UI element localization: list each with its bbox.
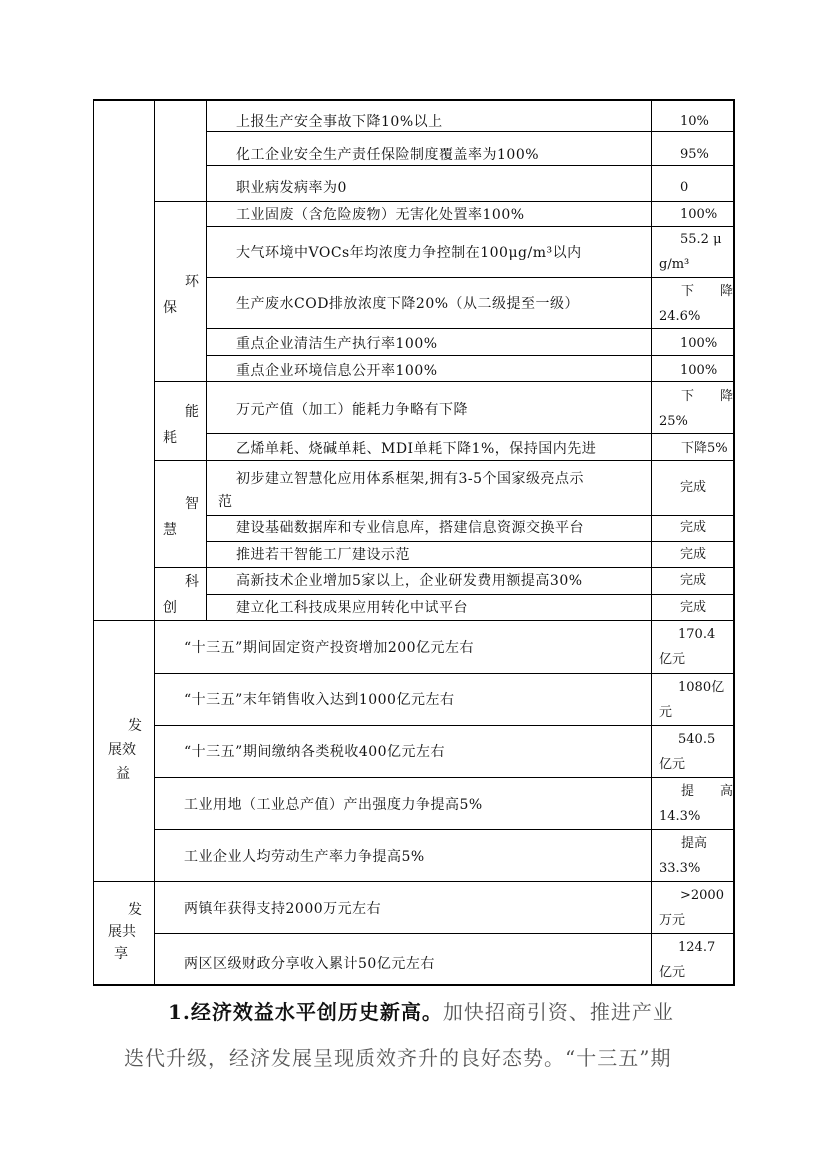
- row-line: [154, 201, 734, 202]
- category-char: 环: [185, 274, 199, 290]
- category-char: 科: [185, 574, 199, 590]
- table-border-right: [733, 99, 735, 986]
- category-char: 创: [163, 600, 177, 616]
- row-line: [206, 515, 734, 516]
- category-char: 能: [185, 404, 199, 420]
- category-fazhan-xiaoyi: [104, 716, 152, 784]
- result-value-cont: 33.3%: [659, 861, 701, 876]
- row-line: [154, 673, 734, 674]
- row-line: [206, 328, 734, 329]
- row-line: [154, 381, 734, 382]
- indicator-text: 工业企业人均劳动生产率力争提高5%: [184, 849, 425, 865]
- result-value: 完成: [680, 480, 707, 495]
- result-value: 完成: [680, 600, 707, 615]
- indicator-text: “十三五”末年销售收入达到1000亿元左右: [184, 692, 455, 708]
- result-value-cont: 14.3%: [659, 809, 701, 824]
- result-value: 124.7: [678, 940, 716, 955]
- table-col-line-1: [154, 99, 155, 986]
- result-value: 100%: [680, 207, 718, 222]
- row-line: [154, 829, 734, 830]
- category-char: 展效: [108, 742, 136, 758]
- row-line: [154, 567, 734, 568]
- indicator-text: “十三五”期间缴纳各类税收400亿元左右: [184, 744, 446, 760]
- row-line: [154, 933, 734, 934]
- paragraph-heading: 1.经济效益水平创历史新高。: [168, 1000, 443, 1024]
- indicator-text: 万元产值（加工）能耗力争略有下降: [236, 402, 468, 418]
- result-value: 下降5%: [681, 441, 728, 456]
- result-value-cont: 亿元: [659, 652, 686, 667]
- table-col-line-3: [651, 99, 652, 986]
- category-char: 益: [116, 766, 130, 782]
- indicator-text: 高新技术企业增加5家以上，企业研发费用额提高30%: [236, 573, 583, 589]
- row-line: [154, 777, 734, 778]
- result-value: 完成: [680, 520, 707, 535]
- indicator-text: 工业固废（含危险废物）无害化处置率100%: [236, 207, 525, 223]
- result-value-cont: g/m³: [659, 257, 690, 272]
- indicator-text: 工业用地（工业总产值）产出强度力争提高5%: [184, 797, 483, 813]
- indicator-text: 乙烯单耗、烧碱单耗、MDI单耗下降1%，保持国内先进: [236, 441, 597, 457]
- row-line: [206, 541, 734, 542]
- indicator-text: 建立化工科技成果应用转化中试平台: [236, 600, 468, 616]
- result-value-cont: 亿元: [659, 757, 686, 772]
- indicator-text: 化工企业安全生产责任保险制度覆盖率为100%: [236, 147, 540, 163]
- indicator-text: 大气环境中VOCs年均浓度力争控制在100μg/m³以内: [236, 245, 582, 261]
- result-value: 55.2 μ: [680, 232, 722, 247]
- table-border-left: [93, 99, 94, 986]
- row-line: [93, 881, 735, 882]
- indicator-text: 重点企业清洁生产执行率100%: [236, 336, 438, 352]
- table-border-top: [93, 99, 735, 101]
- row-line: [206, 594, 734, 595]
- result-value: 540.5: [678, 732, 716, 747]
- row-line: [206, 277, 734, 278]
- row-line: [154, 725, 734, 726]
- category-char: 享: [114, 946, 128, 962]
- indicator-text: 重点企业环境信息公开率100%: [236, 363, 438, 379]
- result-value: 100%: [680, 363, 718, 378]
- row-line: [93, 620, 735, 621]
- category-char: 耗: [163, 430, 177, 446]
- result-value: 下 降: [681, 389, 734, 404]
- table-border-bottom: [93, 984, 735, 986]
- indicator-text: “十三五”期间固定资产投资增加200亿元左右: [184, 640, 475, 656]
- indicator-text: 上报生产安全事故下降10%以上: [236, 114, 443, 130]
- body-paragraph-line-2: [124, 1042, 671, 1071]
- row-line: [206, 165, 734, 166]
- result-value-cont: 亿元: [659, 965, 686, 980]
- category-char: 慧: [163, 522, 177, 538]
- indicator-text-cont: 范: [218, 494, 233, 510]
- category-huanbao: [163, 272, 203, 318]
- result-value: 提 高: [681, 784, 734, 799]
- result-value: 完成: [680, 573, 707, 588]
- category-nenghao: [163, 402, 203, 448]
- paragraph-text: 加快招商引资、推进产业: [442, 1000, 674, 1024]
- indicator-text: 建设基础数据库和专业信息库，搭建信息资源交换平台: [236, 520, 584, 536]
- result-value: 提高: [681, 836, 708, 851]
- category-char: 智: [185, 496, 199, 512]
- result-value-cont: 元: [659, 705, 673, 720]
- category-char: 发: [128, 902, 142, 918]
- result-value-cont: 万元: [659, 913, 686, 928]
- category-char: 发: [128, 718, 142, 734]
- row-line: [206, 433, 734, 434]
- result-value: 0: [680, 180, 689, 195]
- result-value: 10%: [680, 114, 709, 129]
- result-value: 1080亿: [678, 680, 725, 695]
- indicator-text: 推进若干智能工厂建设示范: [236, 547, 410, 563]
- category-kechuang: [163, 572, 203, 618]
- row-line: [206, 355, 734, 356]
- indicator-text: 两镇年获得支持2000万元左右: [184, 901, 382, 917]
- result-value: 170.4: [678, 627, 716, 642]
- result-value: 100%: [680, 336, 718, 351]
- indicator-text: 初步建立智慧化应用体系框架,拥有3-5个国家级亮点示: [236, 471, 584, 487]
- result-value-cont: 24.6%: [659, 309, 701, 324]
- paragraph-text: 迭代升级，经济发展呈现质效齐升的良好态势。“十三五”期: [124, 1046, 672, 1070]
- category-fazhan-gongxiang: [104, 900, 152, 964]
- indicator-text: 职业病发病率为0: [236, 180, 347, 196]
- result-value: >2000: [680, 888, 724, 903]
- row-line: [154, 460, 734, 461]
- indicator-text: 两区区级财政分享收入累计50亿元左右: [184, 956, 435, 972]
- category-char: 展共: [108, 924, 136, 940]
- row-line: [206, 226, 734, 227]
- result-value: 下 降: [681, 284, 734, 299]
- result-value: 95%: [680, 147, 709, 162]
- indicator-text: 生产废水COD排放浓度下降20%（从二级提至一级）: [236, 296, 580, 312]
- result-value: 完成: [680, 547, 707, 562]
- category-zhihui: [163, 494, 203, 540]
- body-paragraph-line-1: [168, 996, 674, 1025]
- category-char: 保: [163, 300, 177, 316]
- result-value-cont: 25%: [659, 414, 688, 429]
